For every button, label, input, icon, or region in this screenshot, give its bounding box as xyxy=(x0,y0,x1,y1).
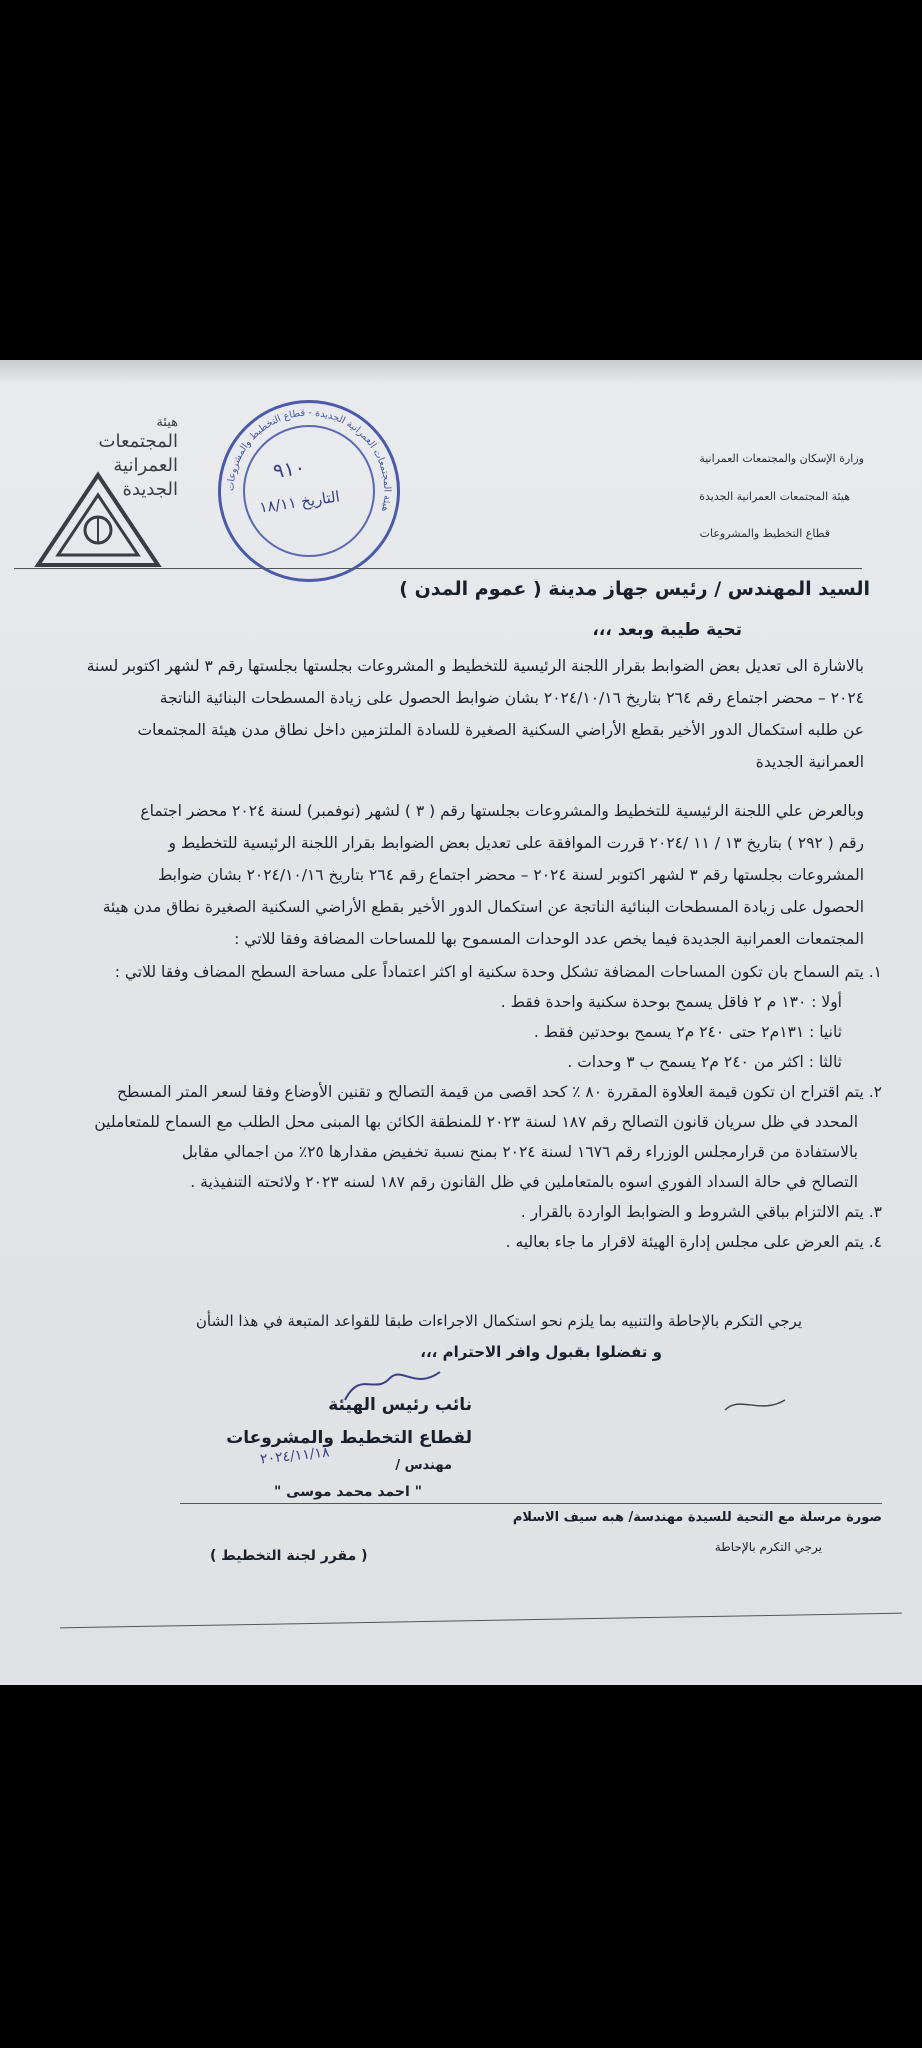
para1-line: ٢٠٢٤ – محضر اجتماع رقم ٢٦٤ بتاريخ ٢٠٢٤/١٠/١٦ بشان ضوابط الحصول على زيادة المسطحات البنائية الناتجة xyxy=(159,689,864,707)
authority-logo xyxy=(28,415,178,575)
para1-line: عن طلبه استكمال الدور الأخير بقطع الأراضي السكنية الصغيرة للسادة الملتزمين داخل نطاق مدن هيئة المجتمعات xyxy=(137,721,864,739)
item-number: ٣. xyxy=(868,1203,882,1221)
para1-line: العمرانية الجديدة xyxy=(755,753,864,771)
stamp-ring-text: هيئة المجتمعات العمرانية الجديدة - قطاع التخطيط والمشروعات xyxy=(225,407,393,513)
para1-line: بالاشارة الى تعديل بعض الضوابط بقرار اللجنة الرئيسية للتخطيط و المشروعات بجلستها بجلستها رقم ٣ لشهر اكتوبر لسنة xyxy=(86,657,864,675)
closing-request: يرجي التكرم بالإحاطة والتنبيه بما يلزم نحو استكمال الاجراءات طبقا للقواعد المتبعة في هذا الشأن xyxy=(195,1312,802,1330)
para2-line: المشروعات بجلستها رقم ٣ لشهر اكتوبر لسنة ٢٠٢٤ – محضر اجتماع رقم ٢٦٤ بتاريخ ٢٠٢٤/١٠/١٦ بشان ضوابط xyxy=(157,866,864,884)
item-text: يتم الالتزام بباقي الشروط و الضوابط الواردة بالقرار . xyxy=(520,1203,864,1221)
list-item xyxy=(12,1227,882,1257)
item-text: يتم العرض على مجلس إدارة الهيئة لاقرار ما جاء بعاليه . xyxy=(505,1233,864,1251)
item-number: ٤. xyxy=(868,1233,882,1251)
copy-note: يرجي التكرم بالإحاطة xyxy=(714,1540,822,1554)
header-divider xyxy=(14,568,862,569)
para2-line: الحصول على زيادة المسطحات البنائية الناتجة عن استكمال الدور الأخير بقطع الأراضي السكنية الصغيرة نطاق مدن هيئة xyxy=(102,898,864,916)
item-number: ١. xyxy=(868,963,882,981)
sector-name: قطاع التخطيط والمشروعات xyxy=(699,527,830,540)
signer-engineer-label: مهندس / xyxy=(395,1458,452,1473)
letter-page xyxy=(0,360,922,1685)
svg-text:هيئة المجتمعات العمرانية الجدي xyxy=(225,408,392,513)
item-continuation: بالاستفادة من قرارمجلس الوزراء رقم ١٦٧٦ لسنة ٢٠٢٤ بمنح نسبة تخفيض مقدارها ٢٥٪ من اجمالي مقابل xyxy=(181,1143,858,1161)
signer-title: نائب رئيس الهيئة xyxy=(328,1395,472,1415)
rapporteur-label: ( مقرر لجنة التخطيط ) xyxy=(210,1548,368,1564)
item-continuation: المحدد في ظل سريان قانون التصالح رقم ١٨٧ لسنة ٢٠٢٣ للمنطقة الكائن بها المبنى محل الطلب مع السماح للمتعاملين xyxy=(94,1113,858,1131)
stamp-date: التاريخ ١٨/١١ xyxy=(258,487,341,517)
item-continuation: التصالح في حالة السداد الفوري اسوه بالمتعاملين في ظل القانون رقم ١٨٧ لسنه ٢٠٢٣ ولائحته التنفيذية . xyxy=(190,1173,858,1191)
addressee: السيد المهندس / رئيس جهاز مدينة ( عموم المدن ) xyxy=(399,578,870,600)
logo-text-2: المجتمعات xyxy=(98,431,178,452)
para2-line: رقم ( ٢٩٢ ) بتاريخ ١٣ / ١١ /٢٠٢٤ قررت الموافقة على تعديل بعض الضوابط بقرار اللجنة الرئيسية للتخطيط و xyxy=(168,834,864,852)
logo-text-4: الجديدة xyxy=(122,479,178,500)
stamp-number: ٩١٠ xyxy=(271,454,307,484)
paragraph-2 xyxy=(14,795,864,955)
bottom-line xyxy=(60,1613,902,1629)
initials-mark-icon xyxy=(720,1390,790,1420)
handwritten-signature-date: ٢٠٢٤/١١/١٨ xyxy=(259,1444,331,1468)
copy-to: صورة مرسلة مع التحية للسيدة مهندسة/ هبه سيف الاسلام xyxy=(512,1510,882,1525)
list-item xyxy=(12,1197,882,1227)
sub-item: ثالثا : اكثر من ٢٤٠ م٢ يسمح ب ٣ وحدات . xyxy=(567,1053,842,1071)
sub-item: ثانيا : ١٣١م٢ حتى ٢٤٠ م٢ يسمح بوحدتين فقط . xyxy=(533,1023,842,1041)
item-text: يتم اقتراح ان تكون قيمة العلاوة المقررة ٨٠ ٪ كحد اقصى من قيمة التصالح و تقنين الأوضاع وفقا لسعر المتر المسطح xyxy=(117,1083,864,1101)
stamp-ring-icon xyxy=(221,403,397,579)
authority-name: هيئة المجتمعات العمرانية الجديدة xyxy=(699,490,850,503)
logo-text-3: العمرانية xyxy=(113,455,178,476)
paragraph-1 xyxy=(24,650,864,778)
greeting: تحية طيبة وبعد ،،، xyxy=(592,620,742,640)
incoming-stamp xyxy=(218,400,400,582)
paper-fold-shadow xyxy=(0,360,922,382)
list-item xyxy=(12,957,882,987)
signer-sector: لقطاع التخطيط والمشروعات xyxy=(226,1428,472,1448)
ministry-name: وزارة الإسكان والمجتمعات العمرانية xyxy=(699,452,864,465)
handwritten-signature-icon xyxy=(340,1360,450,1410)
sub-item: أولا : ١٣٠ م ٢ فاقل يسمح بوحدة سكنية واحدة فقط . xyxy=(500,993,842,1011)
list-item xyxy=(12,1077,882,1107)
logo-text-1: هيئة xyxy=(156,415,178,430)
decision-list xyxy=(12,957,882,1257)
para2-line: المجتمعات العمرانية الجديدة فيما يخص عدد الوحدات المسموح بها للمساحات المضافة وفقا للاتي : xyxy=(234,930,864,948)
footer-divider xyxy=(180,1503,882,1504)
item-text: يتم السماح بان تكون المساحات المضافة تشكل وحدة سكنية او اكثر اعتماداً على مساحة السطح المضاف وفقا للاتي : xyxy=(114,963,864,981)
item-number: ٢. xyxy=(868,1083,882,1101)
signer-name: " احمد محمد موسى " xyxy=(273,1484,422,1500)
para2-line: وبالعرض علي اللجنة الرئيسية للتخطيط والمشروعات بجلستها رقم ( ٣ ) لشهر (نوفمبر) لسنة ٢٠٢٤ محضر اجتماع xyxy=(140,802,864,820)
closing-regards: و تفضلوا بقبول وافر الاحترام ،،، xyxy=(420,1343,662,1361)
